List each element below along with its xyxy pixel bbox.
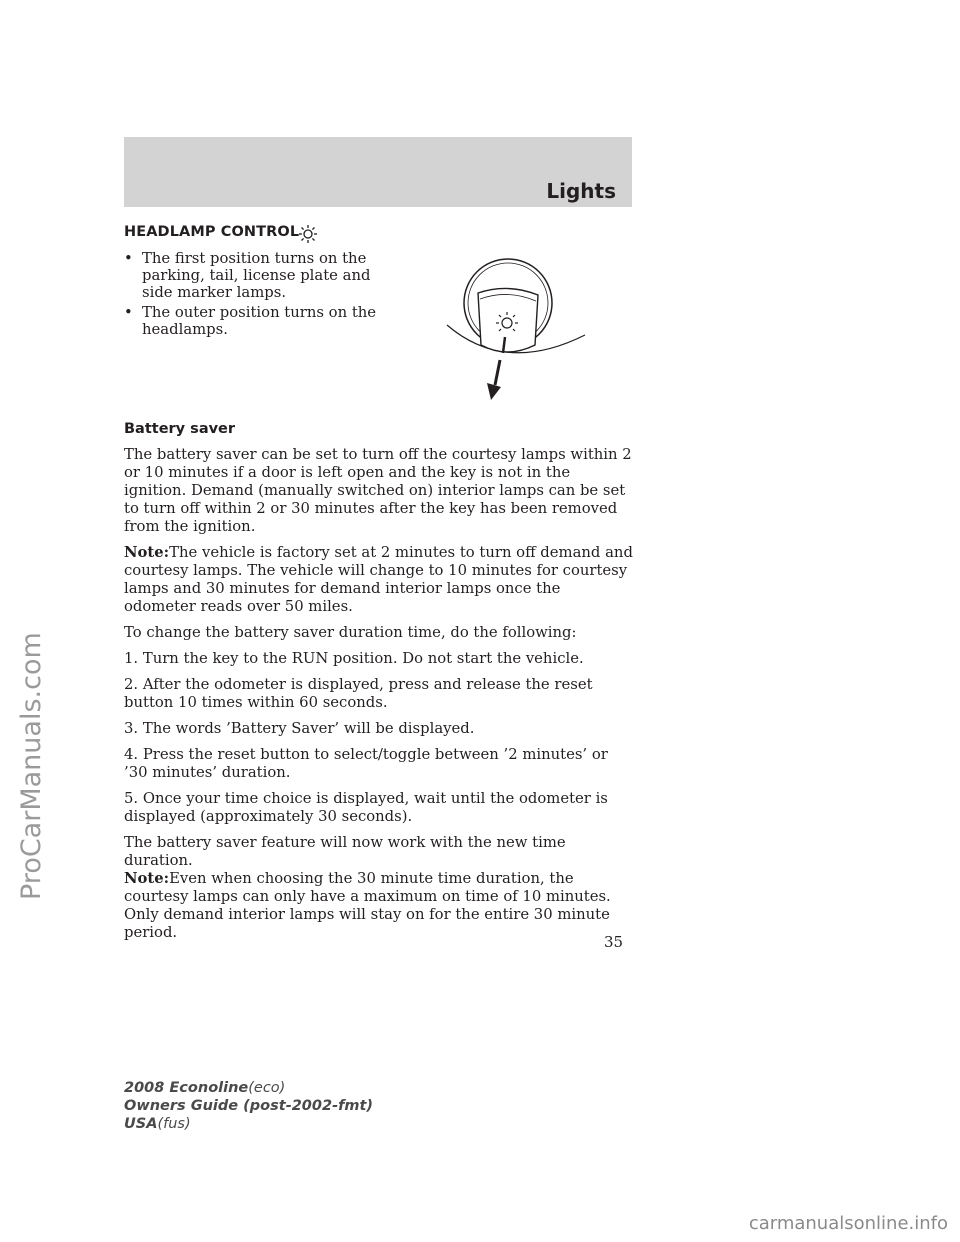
site-watermark: carmanualsonline.info [748,1213,948,1234]
closing-text: The battery saver feature will now work with the new time duration. [124,834,566,869]
footer-model-code: (eco) [248,1080,286,1096]
headlamp-switch-diagram [445,255,605,405]
headlamp-sun-icon [298,224,318,244]
headlamp-control-heading: HEADLAMP CONTROL [124,224,300,240]
battery-note-1 [124,544,636,616]
bullet-text: The outer position turns on the headlamps. [142,304,377,338]
step-item: 1. Turn the key to the RUN position. Do not start the vehicle. [124,650,584,667]
step-item: 5. Once your time choice is displayed, wait until the odometer is displayed (approximately 30 seconds). [124,790,608,825]
battery-note-2 [124,870,636,942]
page-number: 35 [604,933,624,951]
battery-saver-heading: Battery saver [124,421,236,437]
step-item: 3. The words ’Battery Saver’ will be displayed. [124,720,475,737]
footer-line-1 [124,1079,373,1097]
document-footer [124,1079,373,1133]
note-label: Note: [124,870,170,887]
battery-intro: The battery saver can be set to turn off the courtesy lamps within 2 or 10 minutes if a door is left open and the key is not in the ignition. Demand (manually switched on) interior lamps can be set to turn off within 2 or 30 minutes after the key has been removed from the ignition. [124,446,632,535]
footer-line-3 [124,1115,373,1133]
footer-region: USA [124,1116,158,1132]
footer-model: 2008 Econoline [124,1080,249,1096]
side-watermark-text: ProCarManuals.com [16,632,47,900]
section-header-bar [124,137,632,207]
footer-region-code: (fus) [157,1116,191,1132]
note-text: Even when choosing the 30 minute time duration, the courtesy lamps can only have a maximum on time of 10 minutes. Only demand interior lamps will stay on for the entire 30 minute period. [124,870,611,941]
bullet-text: The first position turns on the parking, tail, license plate and side marker lamps. [142,250,371,301]
footer-line-2 [124,1097,373,1115]
battery-saver-body [124,446,636,950]
section-title: Lights [546,179,616,203]
step-item: 2. After the odometer is displayed, press and release the reset button 10 times within 60 seconds. [124,676,593,711]
footer-guide: Owners Guide (post-2002-fmt) [124,1098,374,1114]
change-intro: To change the battery saver duration time, do the following: [124,624,577,641]
step-item: 4. Press the reset button to select/toggle between ’2 minutes’ or ’30 minutes’ duration. [124,746,608,781]
note-label: Note: [124,544,170,561]
side-watermark [8,310,48,910]
note-text: The vehicle is factory set at 2 minutes to turn off demand and courtesy lamps. The vehicle will change to 10 minutes for courtesy lamps and 30 minutes for demand interior lamps once the odometer reads over 50 miles. [124,544,633,615]
